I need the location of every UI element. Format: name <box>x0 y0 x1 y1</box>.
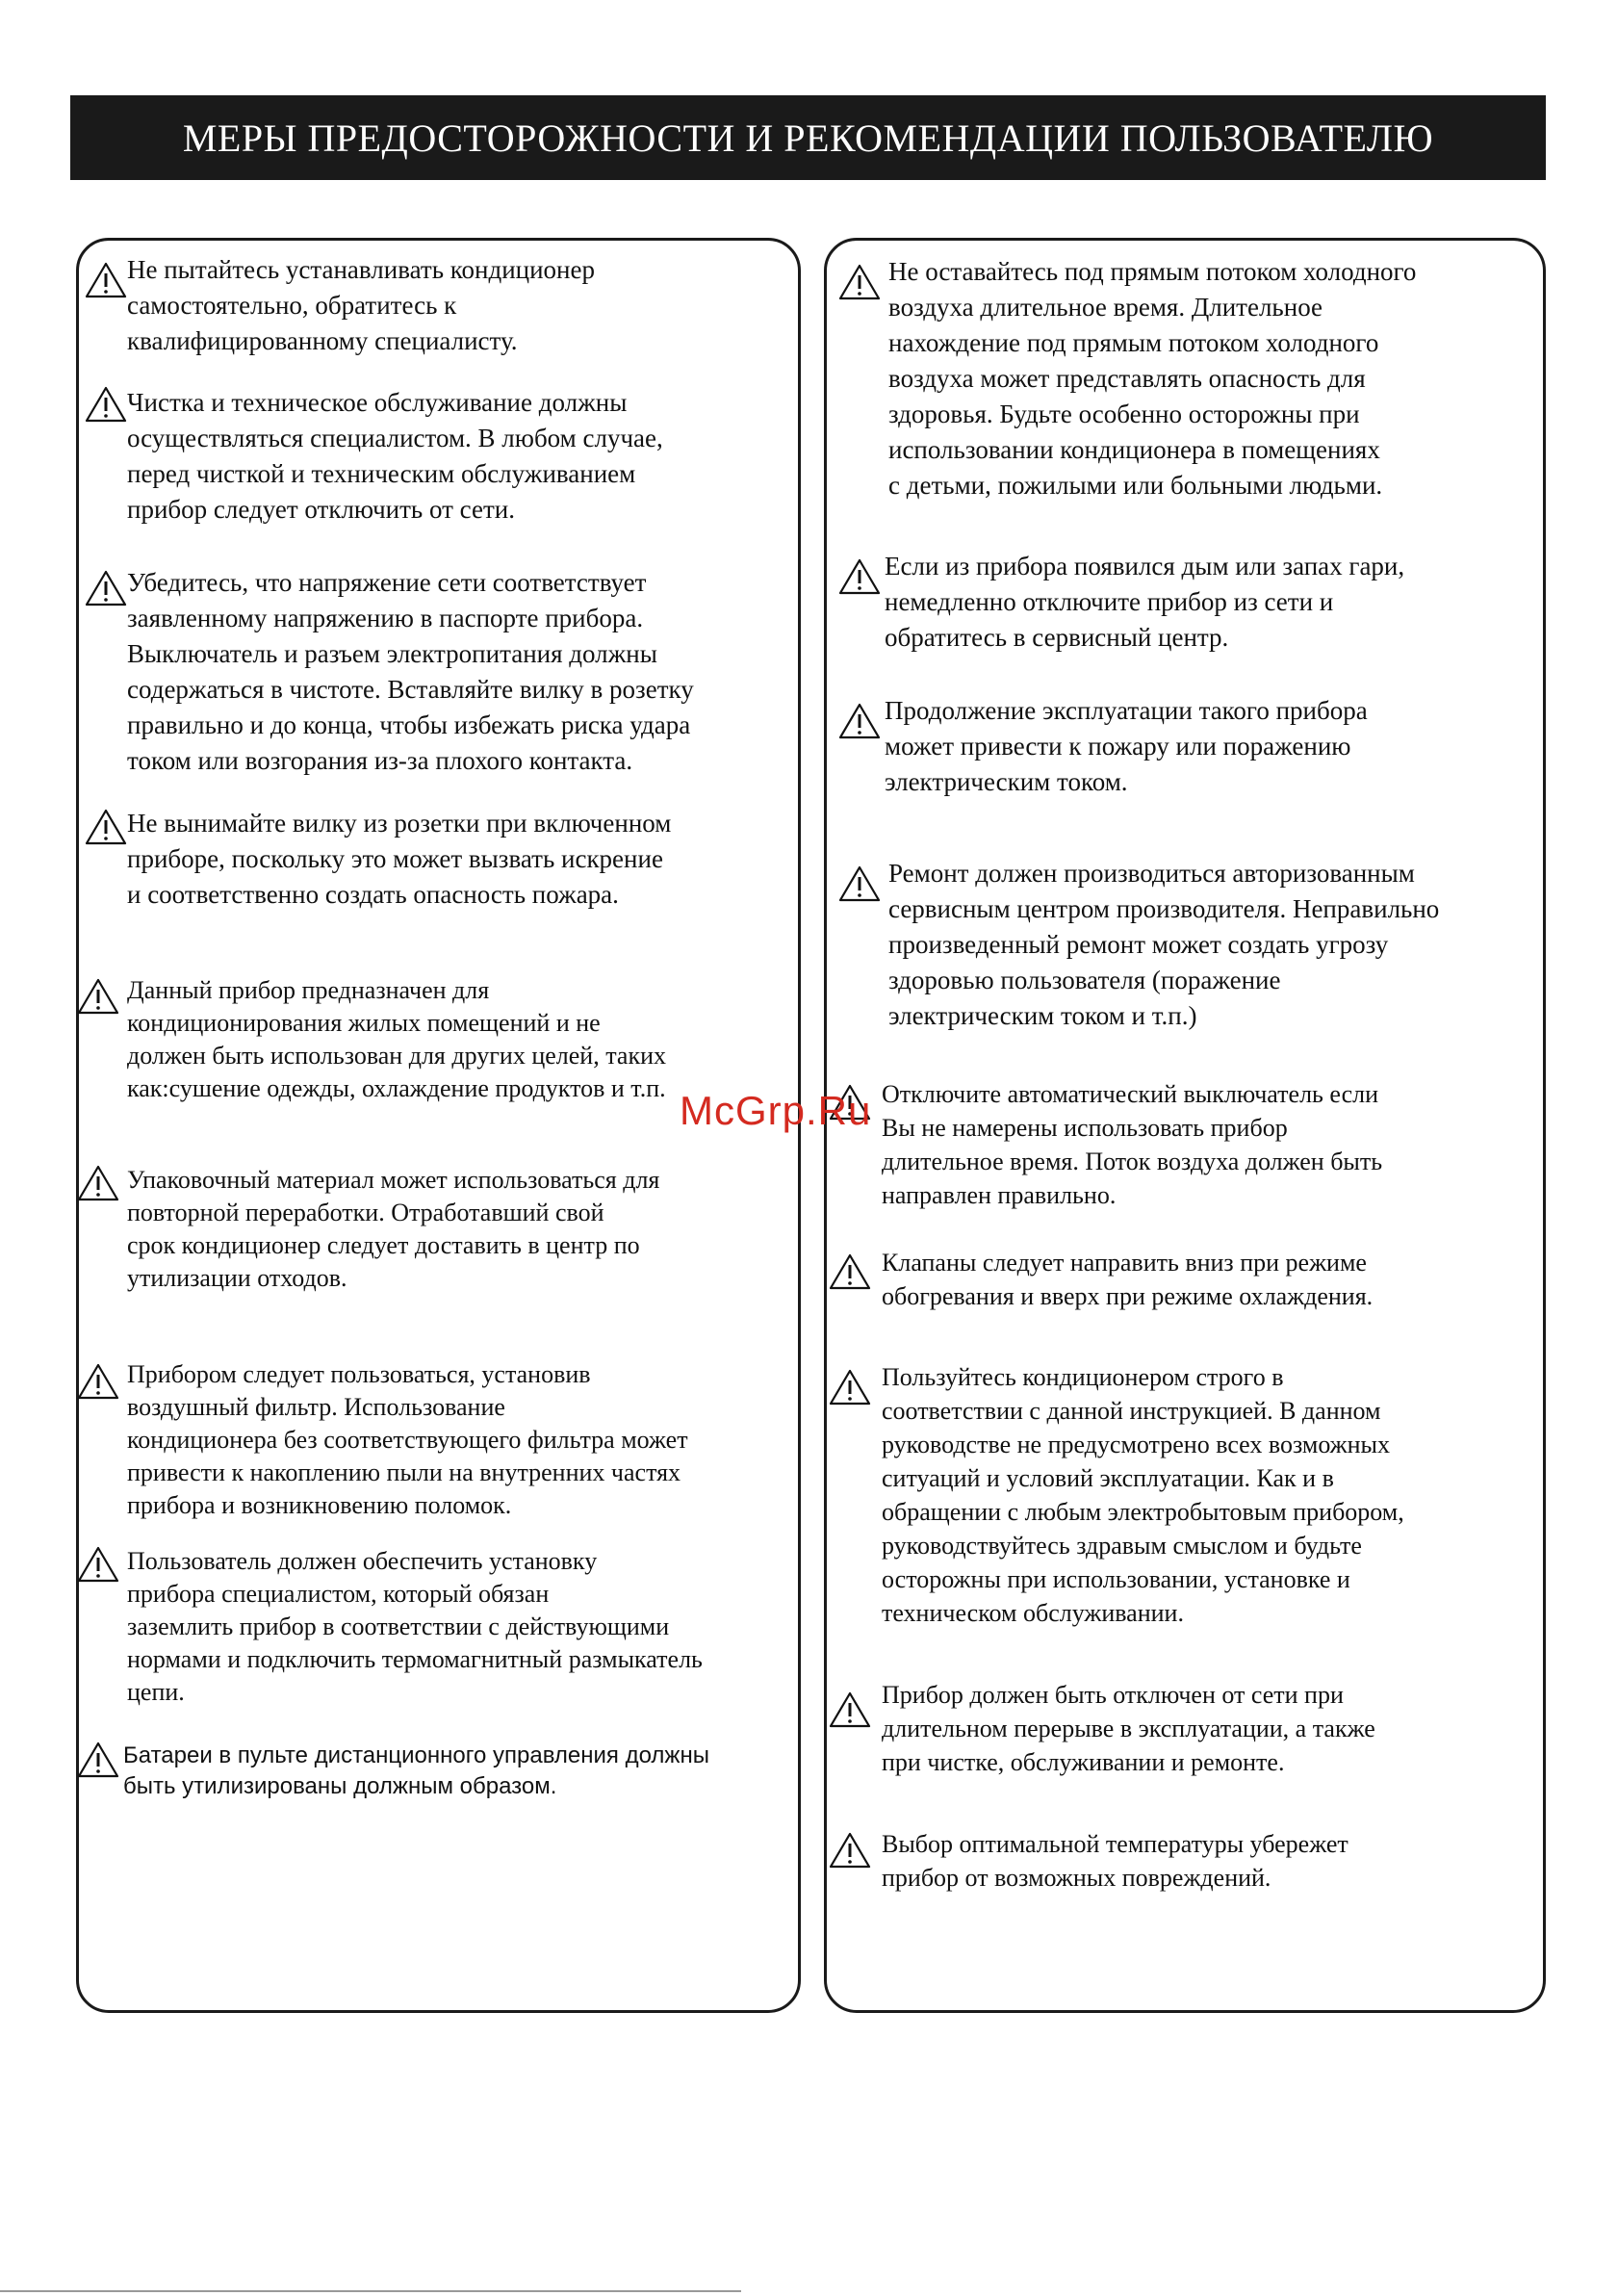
warning-triangle-icon <box>829 1368 871 1406</box>
precaution-text: Пользуйтесь кондиционером строго в соответствии с данной инструкцией. В данном руководстве не предусмотрено всех возможных ситуаций и условий эксплуатации. Как и в обращении с любым электробытовым прибором, руководствуйтесь здравым смыслом и будьте осторожны при использовании, установке и техническом обслуживании. <box>882 1363 1404 1627</box>
precaution-text: Не оставайтесь под прямым потоком холодного воздуха длительное время. Длительное нахождение под прямым потоком холодного воздуха может представлять опасность для здоровья. Будьте особенно осторожны при использовании кондиционера в помещениях с детьми, пожилыми или больными людьми. <box>888 257 1417 500</box>
precaution-text: Отключите автоматический выключатель если Вы не намерены использовать прибор длительное время. Поток воздуха должен быть направлен правильно. <box>882 1080 1383 1209</box>
warning-triangle-icon <box>838 263 881 301</box>
warning-triangle-icon <box>85 808 127 846</box>
warning-triangle-icon <box>77 1741 119 1779</box>
precaution-text: Если из прибора появился дым или запах гари, немедленно отключите прибор из сети и обратитесь в сервисный центр. <box>885 552 1405 652</box>
warning-triangle-icon <box>838 702 881 740</box>
warning-triangle-icon <box>838 864 881 903</box>
precaution-text: Прибором следует пользоваться, установив воздушный фильтр. Использование кондиционера без соответствующего фильтра может привести к накоплению пыли на внутренних частях прибора и возникновению поломок. <box>127 1360 688 1519</box>
warning-triangle-icon <box>85 569 127 607</box>
precaution-text: Не пытайтесь устанавливать кондиционер самостоятельно, обратитесь к квалифицированному специалисту. <box>127 255 595 355</box>
warning-triangle-icon <box>829 1831 871 1870</box>
warning-triangle-icon <box>829 1252 871 1291</box>
bottom-divider <box>0 2290 741 2292</box>
warning-triangle-icon <box>77 1164 119 1202</box>
page-title: МЕРЫ ПРЕДОСТОРОЖНОСТИ И РЕКОМЕНДАЦИИ ПОЛЬЗОВАТЕЛЮ <box>182 116 1434 160</box>
precaution-text: Упаковочный материал может использоваться для повторной переработки. Отработавший свой срок кондиционер следует доставить в центр по утилизации отходов. <box>127 1166 660 1292</box>
precaution-text: Пользователь должен обеспечить установку прибора специалистом, который обязан заземлить прибор в соответствии с действующими нормами и подключить термомагнитный размыкатель цепи. <box>127 1547 703 1706</box>
precaution-text: Не вынимайте вилку из розетки при включенном приборе, поскольку это может вызвать искрение и соответственно создать опасность пожара. <box>127 809 672 909</box>
warning-triangle-icon <box>85 261 127 299</box>
warning-triangle-icon <box>829 1690 871 1729</box>
warning-triangle-icon <box>77 977 119 1016</box>
site-watermark: McGrp.Ru <box>680 1088 872 1133</box>
warning-triangle-icon <box>85 385 127 424</box>
warning-triangle-icon <box>77 1545 119 1584</box>
precaution-text: Батареи в пульте дистанционного управления должны быть утилизированы должным образом. <box>123 1742 709 1799</box>
page-title-banner <box>70 95 1546 180</box>
precaution-text: Чистка и техническое обслуживание должны осуществляться специалистом. В любом случае, перед чисткой и техническим обслуживанием прибор следует отключить от сети. <box>127 388 663 524</box>
precaution-text: Клапаны следует направить вниз при режиме обогревания и вверх при режиме охлаждения. <box>882 1249 1374 1310</box>
precaution-text: Выбор оптимальной температуры убережет прибор от возможных повреждений. <box>882 1830 1348 1892</box>
warning-triangle-icon <box>838 557 881 596</box>
precaution-text: Данный прибор предназначен для кондиционирования жилых помещений и не должен быть использован для других целей, таких как:сушение одежды, охлаждение продуктов и т.п. <box>127 976 666 1102</box>
precaution-text: Убедитесь, что напряжение сети соответствует заявленному напряжению в паспорте прибора. Выключатель и разъем электропитания должны содержаться в чистоте. Вставляйте вилку в розетку правильно и до конца, чтобы избежать риска удара током или возгорания из-за плохого контакта. <box>127 568 694 775</box>
precaution-text: Продолжение эксплуатации такого прибора может привести к пожару или поражению электрическим током. <box>885 696 1368 796</box>
precaution-text: Прибор должен быть отключен от сети при длительном перерыве в эксплуатации, а также при чистке, обслуживании и ремонте. <box>882 1681 1375 1776</box>
precaution-text: Ремонт должен производиться авторизованным сервисным центром производителя. Неправильно произведенный ремонт может создать угрозу здоровью пользователя (поражение электрическим током и т.п.) <box>888 859 1440 1030</box>
warning-triangle-icon <box>77 1362 119 1401</box>
